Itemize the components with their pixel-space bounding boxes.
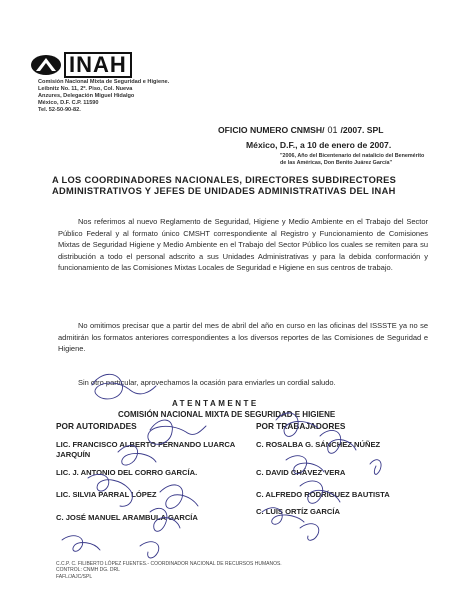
signatory-right-4: C. LUIS ORTÍZ GARCÍA <box>256 507 340 516</box>
sender-address <box>38 79 169 114</box>
closing-atentamente: ATENTAMENTE <box>172 399 259 408</box>
oficio-number <box>218 125 383 135</box>
workers-header: POR TRABAJADORES <box>256 421 346 431</box>
inah-logo <box>30 52 142 78</box>
address-line: Leibnitz No. 11, 2º. Piso, Col. Nueva <box>38 86 133 92</box>
address-line: Tel. 52-50-90-82. <box>38 107 81 113</box>
signatory-right-2: C. DAVID CHÁVEZ VERA <box>256 468 346 477</box>
closing-comision: COMISIÓN NACIONAL MIXTA DE SEGURIDAD E HIGIENE <box>118 410 336 419</box>
cc-line: CONTROL: CNMH DG. DRL <box>56 567 120 574</box>
signature-scrawl <box>140 542 159 558</box>
oficio-num: 01 <box>327 125 338 135</box>
cc-line: FAFL/JAJC/SPL <box>56 573 93 580</box>
signatory-left-4: C. JOSÉ MANUEL ARAMBULA GARCÍA <box>56 513 198 522</box>
address-line: Comisión Nacional Mixta de Seguridad e Higiene. <box>38 79 170 85</box>
signature-scrawl <box>300 524 319 541</box>
body-paragraph-2: No omitimos precisar que a partir del mes de abril del año en curso en las oficinas del ISSSTE ya no se admitirán los formatos anteriores correspondientes a los diversos reportes de las Comisiones de Seguridad e Higiene. <box>58 321 428 354</box>
signatory-right-3: C. ALFREDO RODRÍGUEZ BAUTISTA <box>256 490 390 499</box>
signatory-right-1: C. ROSALBA G. SÁNCHEZ NÚÑEZ <box>256 440 381 449</box>
signature-scrawl <box>62 536 100 552</box>
recipients: A LOS COORDINADORES NACIONALES, DIRECTORES SUBDIRECTORES ADMINISTRATIVOS Y JEFES DE UNIDADES ADMINISTRATIVAS DEL INAH <box>52 175 397 196</box>
year-motto: "2006, Año del Bicentenario del natalicio del Benemérito de las Américas, Don Benito Juárez García" <box>280 153 425 166</box>
cc-line: C.C.P. C. FILIBERTO LÓPEZ FUENTES.- COORDINADOR NACIONAL DE RECURSOS HUMANOS. <box>56 561 282 567</box>
address-line: México, D.F. C.P. 11590 <box>38 100 99 106</box>
signatory-left-1: LIC. FRANCISCO ALBERTO FERNANDO LUARCA JARQUÍN <box>56 440 236 459</box>
address-line: Anzures, Delegación Miguel Hidalgo <box>38 93 135 99</box>
body-paragraph-3: Sin otro particular, aprovechamos la ocasión para enviarles un cordial saludo. <box>78 378 336 387</box>
signatory-left-3: LIC. SILVIA PARRAL LÓPEZ <box>56 490 157 499</box>
oficio-suffix: /2007. SPL <box>340 125 384 135</box>
signatory-left-2: LIC. J. ANTONIO DEL CORRO GARCÍA. <box>56 468 198 477</box>
cc-block <box>56 561 282 580</box>
authorities-header: POR AUTORIDADES <box>56 421 137 431</box>
letter-date: México, D.F., a 10 de enero de 2007. <box>246 140 392 150</box>
pyramid-logo-icon <box>30 54 62 76</box>
oficio-prefix: OFICIO NUMERO CNMSH/ <box>218 125 325 135</box>
body-paragraph-1: Nos referimos al nuevo Reglamento de Seguridad, Higiene y Medio Ambiente en el Trabajo del Sector Público Federal y al formato único CMSHT correspondiente al Registro y Funcionamiento de Comisiones Mixtas de Seguridad Higiene y Medio Ambiente en el Trabajo del Sector Público los cuales se remiten para su distribución a todo el personal adscrito a sus Unidades Administrativas y para la debida conformación y funcionamiento de las Comisiones Mixtas Locales de Seguridad e Higiene en sus centros de trabajo. <box>58 217 428 273</box>
logo-wordmark: INAH <box>64 52 132 78</box>
